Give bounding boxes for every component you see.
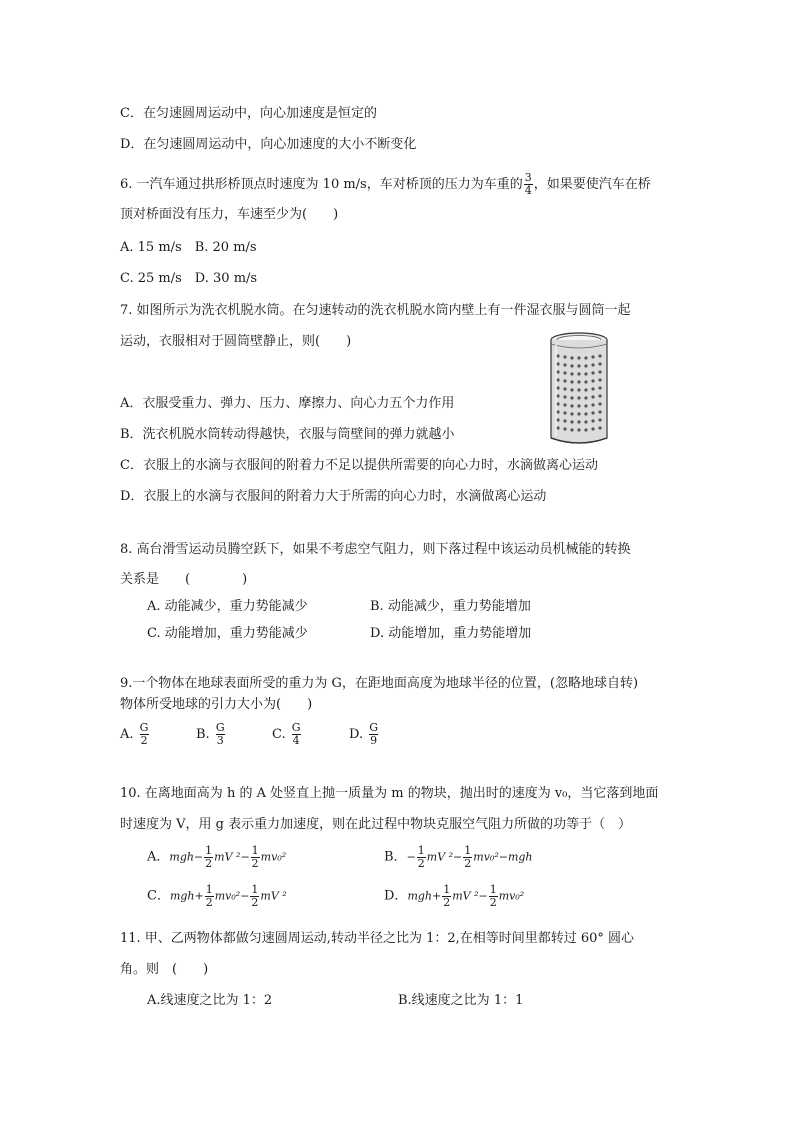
q11-option-b: B.线速度之比为 1：1 [398,993,524,1008]
q8-option-d: D. 动能增加，重力势能增加 [370,626,532,641]
q11-line2: 角。则 ( ) [120,962,209,977]
q11-option-a: A.线速度之比为 1：2 [147,993,273,1008]
q7-option-d: D．衣服上的水滴与衣服间的附着力大于所需的向心力时，水滴做离心运动 [120,489,547,504]
q6-options-cd: C. 25 m/s D. 30 m/s [120,271,258,286]
q6-line2: 顶对桥面没有压力，车速至少为( ) [120,207,339,222]
fraction-g-9: $\frac{G}{9}$ [369,721,379,747]
q8-option-c: C. 动能增加，重力势能减少 [147,626,308,641]
q6-line1: 6. 一汽车通过拱形桥顶点时速度为 10 m/s，车对桥顶的压力为车重的 $\frac{3}{4}$ ，如果要使汽车在桥 [120,171,651,197]
q9-option-c: C. $\frac{G}{4}$ [272,721,301,747]
q8-option-b: B. 动能减少，重力势能增加 [370,599,531,614]
q7-line1: 7. 如图所示为洗衣机脱水筒。在匀速转动的洗衣机脱水筒内壁上有一件湿衣服与圆筒一起 [120,303,631,318]
fraction-g-3: $\frac{G}{3}$ [215,721,225,747]
q10-line1: 10. 在离地面高为 h 的 A 处竖直上抛一质量为 m 的物块，抛出时的速度为 v₀，当它落到地面 [120,786,659,801]
q7-option-a: A．衣服受重力、弹力、压力、摩擦力、向心力五个力作用 [120,396,455,411]
q6-options-ab: A. 15 m/s B. 20 m/s [120,240,257,255]
q9-option-b: B. $\frac{G}{3}$ [196,721,225,747]
q7-option-c: C．衣服上的水滴与衣服间的附着力不足以提供所需要的向心力时，水滴做离心运动 [120,458,598,473]
fraction-3-4: $\frac{3}{4}$ [524,171,532,197]
q10-option-b: B．− $\frac{1}{2}$ mV ²− $\frac{1}{2}$ mv₀²−mgh [384,844,533,870]
q8-option-a: A. 动能减少，重力势能减少 [147,599,308,614]
q8-line2: 关系是 ( ) [120,572,248,587]
fraction-g-2: $\frac{G}{2}$ [139,721,149,747]
q11-line1: 11. 甲、乙两物体都做匀速圆周运动,转动半径之比为 1：2,在相等时间里都转过 60° 圆心 [120,931,635,946]
q9-option-d: D. $\frac{G}{9}$ [349,721,379,747]
q9-line2: 物体所受地球的引力大小为( ) [120,697,313,712]
q10-option-d: D．mgh+ $\frac{1}{2}$ mV ²− $\frac{1}{2}$ mv₀² [384,883,525,909]
q9-option-a: A. $\frac{G}{2}$ [120,721,149,747]
q7-option-b: B．洗衣机脱水筒转动得越快，衣服与筒壁间的弹力就越小 [120,427,455,442]
q10-option-a: A．mgh− $\frac{1}{2}$ mV ²− $\frac{1}{2}$ mv₀² [147,844,287,870]
option-c-prev: C．在匀速圆周运动中，向心加速度是恒定的 [120,106,377,121]
fraction-g-4: $\frac{G}{4}$ [291,721,301,747]
q8-line1: 8. 高台滑雪运动员腾空跃下，如果不考虑空气阻力，则下落过程中该运动员机械能的转换 [120,542,631,557]
q7-line2: 运动，衣服相对于圆筒壁静止，则( ) [120,334,352,349]
q10-option-c: C．mgh+ $\frac{1}{2}$ mv₀²− $\frac{1}{2}$ mV ² [147,883,287,909]
q10-line2: 时速度为 V，用 g 表示重力加速度，则在此过程中物块克服空气阻力所做的功等于（ ） [120,817,632,832]
washing-machine-drum-image [548,330,610,450]
q9-line1: 9.一个物体在地球表面所受的重力为 G，在距地面高度为地球半径的位置，(忽略地球自转) [120,676,639,691]
option-d-prev: D．在匀速圆周运动中，向心加速度的大小不断变化 [120,137,417,152]
